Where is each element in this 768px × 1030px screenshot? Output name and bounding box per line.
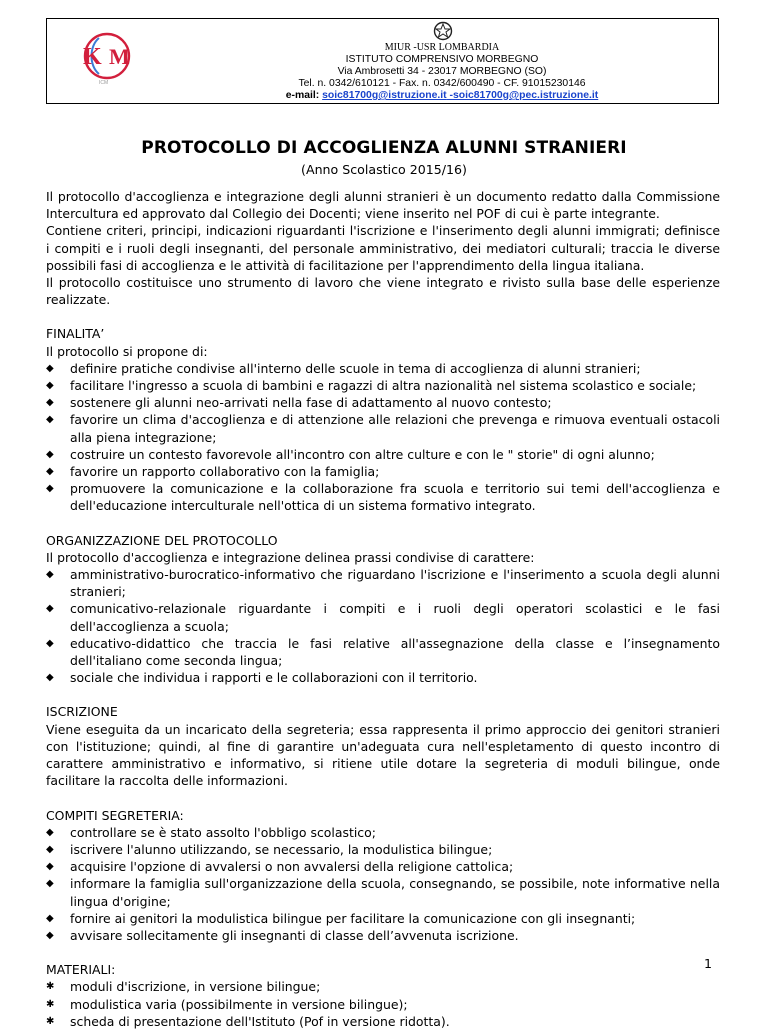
diamond-bullet-icon: ◆ — [46, 466, 54, 478]
document-title: PROTOCOLLO DI ACCOGLIENZA ALUNNI STRANIERI — [141, 138, 627, 158]
email-label: e-mail: — [285, 90, 320, 101]
diamond-bullet-icon: ◆ — [46, 380, 54, 392]
section-heading: ORGANIZZAZIONE DEL PROTOCOLLO — [46, 532, 278, 548]
intro-section — [46, 188, 720, 308]
diamond-bullet-icon: ◆ — [46, 603, 54, 615]
list-item: ◆ amministrativo-burocratico-informativo che riguardano l'iscrizione e l'inserimento a scuola degli alunni stranieri; — [46, 567, 720, 600]
list-item: ◆ informare la famiglia sull'organizzazione della scuola, consegnando, se possibile, note informative nella lingua d'origine; — [46, 876, 720, 909]
list-item: ◆ acquisire l'opzione di avvalersi o non avvalersi della religione cattolica; — [46, 859, 514, 875]
compiti-list — [46, 824, 720, 944]
intro-paragraph: Il protocollo costituisce uno strumento di lavoro che viene integrato e rivisto sulla base delle esperienze realizzate. — [46, 275, 720, 308]
diamond-bullet-icon: ◆ — [46, 483, 54, 495]
list-item: ◆ iscrivere l'alunno utilizzando, se necessario, la modulistica bilingue; — [46, 841, 493, 857]
list-item: ◆ educativo-didattico che traccia le fasi relative all'assegnazione della classe e l’insegnamento dell'italiano come seconda lingua; — [46, 635, 720, 669]
list-item: ◆ avvisare sollecitamente gli insegnanti di classe dell’avvenuta iscrizione. — [46, 927, 519, 943]
list-item: ◆ controllare se è stato assolto l'obbligo scolastico; — [46, 824, 376, 840]
organizzazione-list — [46, 566, 720, 686]
school-address: Via Ambrosetti 34 - 23017 MORBEGNO (SO) — [337, 66, 547, 77]
diamond-bullet-icon: ◆ — [46, 861, 54, 873]
ministry-line: MIUR -USR LOMBARDIA — [384, 42, 500, 53]
list-item: ◆ promuovere la comunicazione e la collaborazione fra scuola e territorio sui temi dell'accoglienza e dell'educazione interculturale nell'ottica di un sistema formativo integrato. — [46, 481, 720, 514]
email-separator: - — [446, 90, 453, 101]
finalita-section — [46, 325, 720, 514]
svg-text:M: M — [109, 44, 130, 69]
materiali-list — [46, 978, 720, 1030]
list-item: ✱ modulistica varia (possibilmente in versione bilingue); — [46, 996, 408, 1012]
letterhead-text — [197, 42, 687, 102]
diamond-bullet-icon: ◆ — [46, 929, 54, 941]
diamond-bullet-icon: ◆ — [46, 569, 54, 581]
intro-paragraph: Il protocollo d'accoglienza e integrazione degli alunni stranieri è un documento redatto dalla Commissione Intercultura ed approvato dal Collegio dei Docenti; viene inserito nel POF di cui è parte integrante. — [46, 189, 720, 222]
document-body — [46, 188, 720, 1030]
section-heading: MATERIALI: — [46, 962, 116, 978]
svg-text:K: K — [83, 44, 102, 70]
diamond-bullet-icon: ◆ — [46, 637, 54, 649]
list-item: ◆ fornire ai genitori la modulistica bilingue per facilitare la comunicazione con gli insegnanti; — [46, 910, 636, 926]
diamond-bullet-icon: ◆ — [46, 672, 54, 684]
section-lead: Il protocollo d'accoglienza e integrazione delinea prassi condivise di carattere: — [46, 549, 535, 565]
list-item: ◆ costruire un contesto favorevole all'incontro con altre culture e con le " storie" di ogni alunno; — [46, 446, 655, 462]
finalita-list — [46, 360, 720, 515]
pec-email-link[interactable]: soic81700g@pec.istruzione.it — [452, 90, 599, 101]
compiti-section — [46, 807, 720, 945]
svg-text:ICM: ICM — [99, 80, 109, 86]
asterisk-bullet-icon: ✱ — [46, 1015, 55, 1027]
diamond-bullet-icon: ◆ — [46, 397, 54, 409]
section-heading: FINALITA’ — [46, 326, 105, 342]
list-item: ✱ moduli d'iscrizione, in versione bilingue; — [46, 979, 321, 995]
intro-paragraph: Contiene criteri, principi, indicazioni riguardanti l'iscrizione e l'inserimento degli alunni immigrati; definisce i compiti e i ruoli degli insegnanti, del personale amministrativo, dei mediatori culturali; traccia le diverse possibili fasi di accoglienza e le attività di facilitazione per l'apprendimento della lingua italiana. — [46, 223, 720, 273]
list-item: ◆ sociale che individua i rapporti e le collaborazioni con il territorio. — [46, 670, 478, 686]
section-lead: Il protocollo si propone di: — [46, 343, 208, 359]
email-link[interactable]: soic81700g@istruzione.it — [322, 90, 447, 101]
list-item: ◆ favorire un rapporto collaborativo con la famiglia; — [46, 464, 380, 480]
diamond-bullet-icon: ◆ — [46, 362, 54, 374]
list-item: ◆ sostenere gli alunni neo-arrivati nella fase di adattamento al nuovo contesto; — [46, 395, 552, 411]
diamond-bullet-icon: ◆ — [46, 912, 54, 924]
diamond-bullet-icon: ◆ — [46, 843, 54, 855]
document-subtitle: (Anno Scolastico 2015/16) — [301, 162, 467, 177]
iscrizione-section — [46, 703, 720, 789]
diamond-bullet-icon: ◆ — [46, 878, 54, 890]
materiali-section — [46, 961, 720, 1030]
school-logo — [77, 30, 137, 86]
list-item: ✱ scheda di presentazione dell'Istituto (Pof in versione ridotta). — [46, 1013, 450, 1029]
section-heading: COMPITI SEGRETERIA: — [46, 807, 184, 823]
section-heading: ISCRIZIONE — [46, 704, 118, 720]
list-item: ◆ favorire un clima d'accoglienza e di attenzione alle relazioni che prevenga e rimuova eventuali ostacoli alla piena integrazione; — [46, 412, 720, 445]
page-number: 1 — [703, 956, 712, 971]
school-name: ISTITUTO COMPRENSIVO MORBEGNO — [345, 54, 539, 65]
letterhead — [46, 18, 719, 104]
diamond-bullet-icon: ◆ — [46, 448, 54, 460]
section-paragraph: Viene eseguita da un incaricato della segreteria; essa rappresenta il primo approccio dei genitori stranieri con l'istituzione; quindi, al fine di garantire un'adeguata cura nell'espletamento di questo incontro di carattere amministrativo e informativo, si ritiene utile dotare la segreteria di moduli bilingue, onde facilitare la raccolta delle informazioni. — [46, 721, 720, 789]
diamond-bullet-icon: ◆ — [46, 826, 54, 838]
list-item: ◆ facilitare l'ingresso a scuola di bambini e ragazzi di altra nazionalità nel sistema scolastico e sociale; — [46, 378, 697, 394]
organizzazione-section — [46, 532, 720, 687]
asterisk-bullet-icon: ✱ — [46, 981, 55, 993]
asterisk-bullet-icon: ✱ — [46, 998, 55, 1010]
republic-emblem-icon — [433, 21, 453, 41]
list-item: ◆ comunicativo-relazionale riguardante i compiti e i ruoli degli operatori scolastici e le fasi dell'accoglienza a scuola; — [46, 601, 720, 634]
school-phone: Tel. n. 0342/610121 - Fax. n. 0342/600490 - CF. 91015230146 — [298, 78, 586, 89]
diamond-bullet-icon: ◆ — [46, 414, 54, 426]
list-item: ◆ definire pratiche condivise all'interno delle scuole in tema di accoglienza di alunni stranieri; — [46, 360, 641, 376]
school-email-line — [197, 90, 687, 102]
